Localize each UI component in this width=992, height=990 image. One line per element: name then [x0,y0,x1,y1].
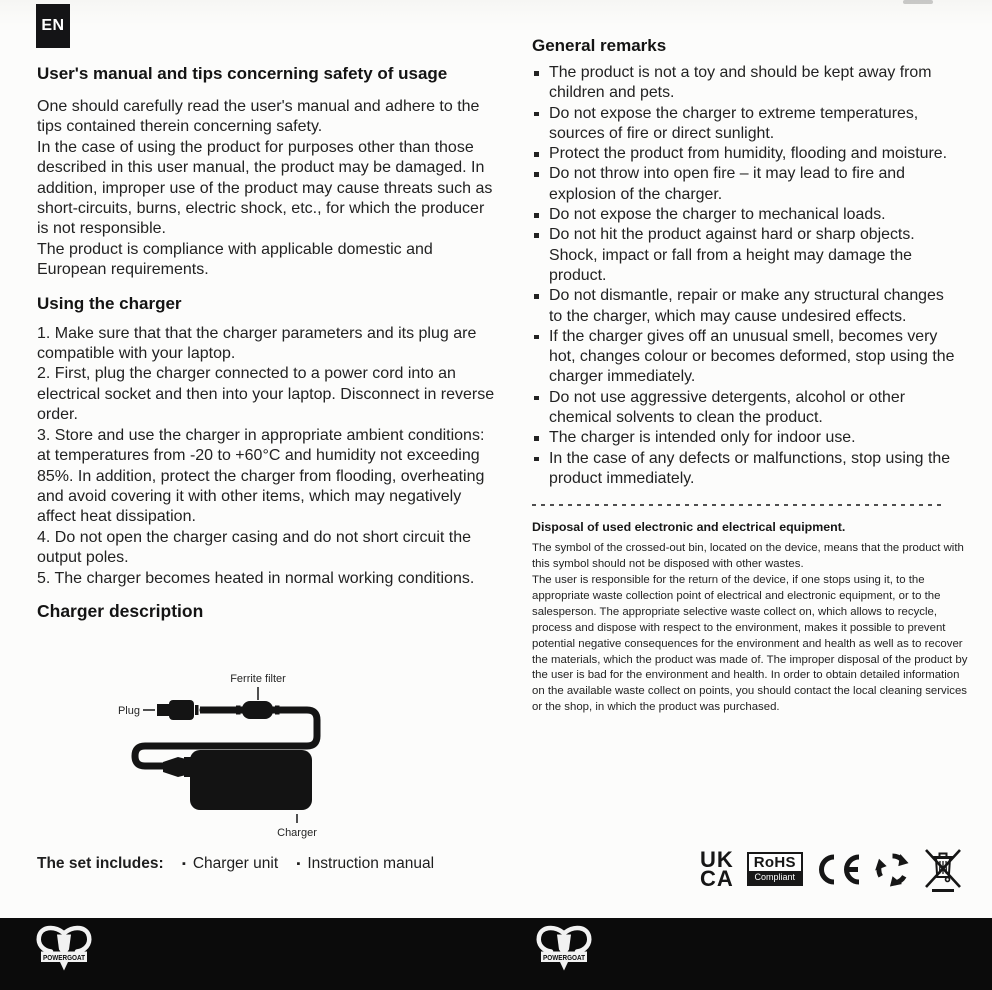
disposal-paragraph: The symbol of the crossed-out bin, located on the device, means that the product with this symbol should not be disposed with other wastes. [532,542,964,571]
dc-connector-icon [163,757,192,777]
set-includes-line [37,855,434,873]
ukca-line2: CA [700,866,734,891]
set-includes-label: The set includes: [37,855,164,872]
usage-step: 2. First, plug the charger connected to a power cord into an electrical socket and then into your laptop. Disconnect in reverse order. [37,365,495,424]
right-column [532,36,968,716]
using-charger-title: Using the charger [37,293,182,313]
safety-section-title: User's manual and tips concerning safety of usage [37,64,448,83]
charger-description-title: Charger description [37,600,204,621]
left-column [37,64,499,622]
powergoat-logo-icon [34,922,94,977]
scan-artifact [903,0,933,4]
remark-item: Do not hit the product against hard or sharp objects. Shock, impact or fall from a height may damage the product. [532,225,959,286]
usage-step: 5. The charger becomes heated in normal working conditions. [37,569,475,587]
ukca-mark-icon [700,846,734,891]
remark-item: Do not expose the charger to extreme temperatures, sources of fire or direct sunlight. [532,104,959,145]
remark-item: Do not use aggressive detergents, alcohol or other chemical solvents to clean the product. [532,388,959,429]
certification-marks [700,846,963,892]
ferrite-filter-label: Ferrite filter [230,673,286,685]
charger-diagram [100,666,330,844]
footer-bar [0,918,992,990]
general-remarks-list [532,63,959,489]
weee-crossed-out-bin-icon [923,846,963,892]
remark-item: The charger is intended only for indoor use. [532,428,959,448]
powergoat-wordmark: POWERGOAT [43,954,86,962]
usage-step: 4. Do not open the charger casing and do not short circuit the output poles. [37,528,472,567]
ferrite-filter-icon [236,701,280,719]
ce-mark-icon [816,853,862,886]
plug-label: Plug [117,705,140,717]
remark-item: The product is not a toy and should be kept away from children and pets. [532,63,959,104]
remark-item: In the case of any defects or malfunctions, stop using the product immediately. [532,449,959,490]
set-includes-item: ▪ Charger unit [182,855,278,872]
remark-item: Do not expose the charger to mechanical loads. [532,205,959,225]
recycling-icon [875,852,910,887]
rohs-sublabel: Compliant [749,871,801,884]
dashed-divider [532,504,946,506]
rohs-mark-icon [747,852,803,886]
ukca-line1: UK [700,846,734,872]
language-badge: EN [36,4,70,48]
remark-item: Do not throw into open fire – it may lead to fire and explosion of the charger. [532,164,959,205]
disposal-title: Disposal of used electronic and electrical equipment. [532,520,846,535]
remark-item: Do not dismantle, repair or make any structural changes to the charger, which may cause undesired effects. [532,286,959,327]
remark-item: Protect the product from humidity, flooding and moisture. [532,144,959,164]
general-remarks-title: General remarks [532,36,667,55]
set-includes-item: ▪ Instruction manual [296,855,434,872]
powergoat-wordmark: POWERGOAT [543,954,586,962]
rohs-label: RoHS [753,854,796,871]
safety-paragraph: The product is compliance with applicable domestic and European requirements. [37,240,433,279]
usage-step: 3. Store and use the charger in appropriate ambient conditions: at temperatures from -20 to +60°C and humidity not exceeding 85%. In addition, protect the charger from flooding, overheating and avoid covering it with other items, which may negatively affect heat dissipation. [37,426,485,526]
usage-step: 1. Make sure that that the charger parameters and its plug are compatible with your laptop. [37,324,477,363]
charger-label: Charger [277,827,317,839]
plug-icon [157,700,203,720]
disposal-paragraph: The user is responsible for the return of the device, if one stops using it, to the appropriate waste collection point of electrical and electronic equipment, or to the salesperson. The appropriate selective waste collect on, which allows to recycle, process and dispose with respect to the environment, makes it possible to prevent potential negative consequences for the environment and health as well as to recover the materials, which the product was made of. The improper disposal of the product by the user is bad for the environment and health. In order to obtain detailed information on the available waste collect on points, you should contact the local cleaning services or the shop, in which the product was purchased. [532,574,968,714]
safety-paragraph: In the case of using the product for purposes other than those described in this user manual, the product may be damaged. In addition, improper use of the product may cause threats such as short-circuits, burns, electric shock, etc., for which the producer is not responsible. [37,138,493,238]
powergoat-logo-icon [534,922,594,977]
remark-item: If the charger gives off an unusual smell, becomes very hot, changes colour or becomes deformed, stop using the charger immediately. [532,327,959,388]
safety-paragraph: One should carefully read the user's manual and adhere to the tips contained therein concerning safety. [37,98,480,136]
charger-body-icon [190,750,312,810]
